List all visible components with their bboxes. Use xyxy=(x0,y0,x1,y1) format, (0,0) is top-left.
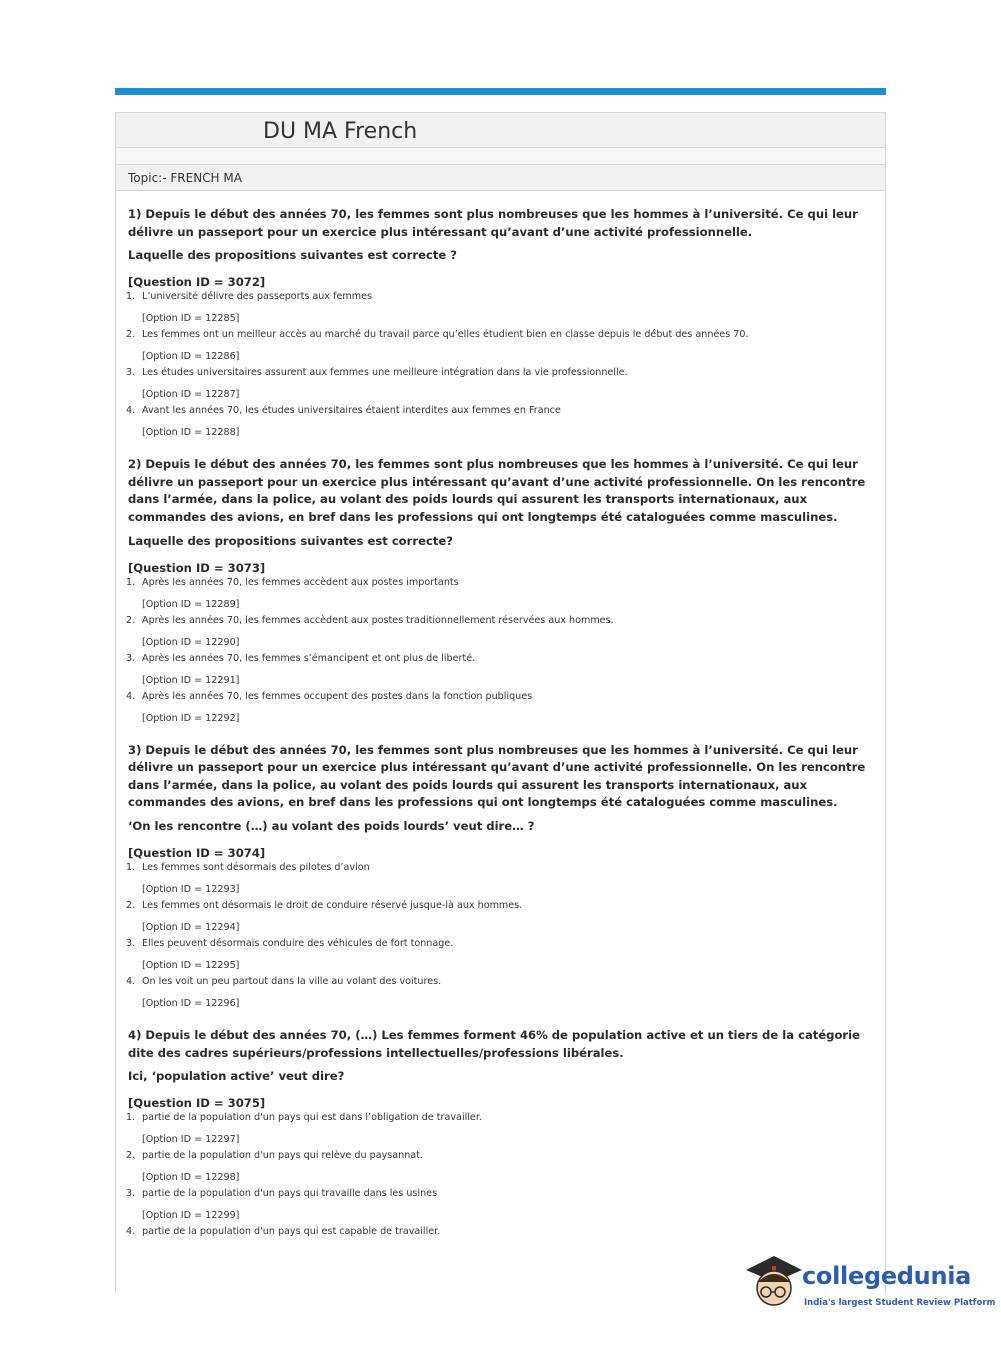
question-id: [Question ID = 3073] xyxy=(128,560,266,575)
option-number: 3. xyxy=(126,1188,136,1200)
option-number: 1. xyxy=(126,576,136,588)
question-id: [Question ID = 3074] xyxy=(128,845,266,860)
options-list xyxy=(126,576,874,725)
option-id: [Option ID = 12287] xyxy=(142,389,240,401)
option-item xyxy=(126,1225,874,1238)
option-number: 3. xyxy=(126,652,136,664)
option-text: partie de la population d'un pays qui est dans l’obligation de travailler. xyxy=(142,1112,482,1124)
option-item xyxy=(126,328,874,363)
option-row xyxy=(126,937,874,950)
questions-list xyxy=(126,206,874,1255)
question-text: 2) Depuis le début des années 70, les femmes sont plus nombreuses que les hommes à l’université. Ce qui leur délivre un passeport pour un exercice plus intéressant qu’avant d’une activité professionnelle. On les rencontre dans l’armée, dans la police, au volant des poids lourds qui assurent les transports internationaux, aux commandes des avions, en bref dans les professions qui ont longtemps été cataloguées comme masculines. xyxy=(128,457,866,524)
option-text: Après les années 70, les femmes s’émancipent et ont plus de liberté. xyxy=(142,652,476,664)
option-text: Les femmes ont un meilleur accès au marché du travail parce qu’elles étudient bien en classe depuis le début des années 70. xyxy=(142,329,749,341)
option-text: Après les années 70, les femmes accèdent aux postes traditionnellement réservées aux hommes. xyxy=(142,614,614,626)
option-row xyxy=(126,861,874,874)
option-text: Les femmes ont désormais le droit de conduire réservé jusque-là aux hommes. xyxy=(142,899,523,911)
option-row xyxy=(126,328,874,341)
option-number: 3. xyxy=(126,367,136,379)
option-number: 2. xyxy=(126,614,136,626)
option-item xyxy=(126,652,874,687)
option-item xyxy=(126,937,874,972)
option-item xyxy=(126,899,874,934)
question-block xyxy=(126,206,874,439)
question-prompt: ‘On les rencontre (…) au volant des poids lourds’ veut dire… ? xyxy=(128,818,535,833)
title-band xyxy=(116,113,885,148)
option-text: On les voit un peu partout dans la ville au volant des voitures. xyxy=(142,975,442,987)
question-prompt: Ici, ‘population active’ veut dire? xyxy=(128,1069,345,1084)
question-prompt: Laquelle des propositions suivantes est correcte? xyxy=(128,533,453,548)
options-list xyxy=(126,290,874,439)
question-block xyxy=(126,456,874,724)
option-number: 4. xyxy=(126,690,136,702)
option-number: 3. xyxy=(126,937,136,949)
option-number: 1. xyxy=(126,291,136,303)
option-text: Les études universitaires assurent aux femmes une meilleure intégration dans la vie professionnelle. xyxy=(142,367,628,379)
option-item xyxy=(126,1111,874,1146)
option-number: 4. xyxy=(126,975,136,987)
options-list xyxy=(126,861,874,1010)
option-row xyxy=(126,614,874,627)
option-row xyxy=(126,404,874,417)
option-row xyxy=(126,290,874,303)
option-number: 2. xyxy=(126,1150,136,1162)
question-block xyxy=(126,1027,874,1238)
option-id: [Option ID = 12291] xyxy=(142,674,240,686)
question-paper-frame xyxy=(115,112,886,1293)
option-number: 2. xyxy=(126,329,136,341)
question-text: 4) Depuis le début des années 70, (…) Les femmes forment 46% de population active et un tiers de la catégorie dite des cadres supérieurs/professions intellectuelles/professions libérales. xyxy=(128,1027,860,1060)
option-item xyxy=(126,290,874,325)
option-row xyxy=(126,1149,874,1162)
option-item xyxy=(126,404,874,439)
topic-label: Topic:- FRENCH MA xyxy=(116,165,885,191)
option-id: [Option ID = 12293] xyxy=(142,883,240,895)
options-list xyxy=(126,1111,874,1238)
option-id: [Option ID = 12295] xyxy=(142,959,240,971)
option-text: partie de la population d'un pays qui relève du paysannat. xyxy=(142,1150,423,1162)
option-row xyxy=(126,690,874,703)
brand-tagline: India's largest Student Review Platform xyxy=(804,1298,996,1308)
option-id: [Option ID = 12289] xyxy=(142,598,240,610)
page-title: DU MA French xyxy=(263,119,418,144)
option-number: 4. xyxy=(126,1226,136,1238)
option-item xyxy=(126,1187,874,1222)
top-accent-bar xyxy=(115,88,886,95)
option-id: [Option ID = 12285] xyxy=(142,313,240,325)
question-text: 1) Depuis le début des années 70, les femmes sont plus nombreuses que les hommes à l’université. Ce qui leur délivre un passeport pour un exercice plus intéressant qu’avant d’une activité professionnelle. xyxy=(128,207,858,239)
option-row xyxy=(126,899,874,912)
option-text: L’université délivre des passeports aux femmes xyxy=(142,291,372,303)
question-id: [Question ID = 3075] xyxy=(128,1096,266,1111)
option-id: [Option ID = 12298] xyxy=(142,1172,240,1184)
spacer-band xyxy=(116,148,885,165)
option-id: [Option ID = 12286] xyxy=(142,351,240,363)
option-number: 1. xyxy=(126,861,136,873)
question-id: [Question ID = 3072] xyxy=(128,275,266,290)
option-id: [Option ID = 12294] xyxy=(142,921,240,933)
option-text: Avant les années 70, les études universitaires étaient interdites aux femmes en France xyxy=(142,405,561,417)
option-id: [Option ID = 12297] xyxy=(142,1134,240,1146)
question-text: 3) Depuis le début des années 70, les femmes sont plus nombreuses que les hommes à l’université. Ce qui leur délivre un passeport pour un exercice plus intéressant qu’avant d’une activité professionnelle. On les rencontre dans l’armée, dans la police, au volant des poids lourds qui assurent les transports internationaux, aux commandes des avions, en bref dans les professions qui ont longtemps été cataloguées comme masculines. xyxy=(128,742,866,810)
option-item xyxy=(126,614,874,649)
option-row xyxy=(126,576,874,589)
option-row xyxy=(126,1225,874,1238)
option-id: [Option ID = 12296] xyxy=(142,997,240,1009)
option-item xyxy=(126,366,874,401)
option-row xyxy=(126,975,874,988)
option-text: Les femmes sont désormais des pilotes d’avion xyxy=(142,861,370,873)
brand-name: collegedunia xyxy=(802,1262,972,1290)
option-text: Elles peuvent désormais conduire des véhicules de fort tonnage. xyxy=(142,937,454,949)
option-row xyxy=(126,1187,874,1200)
option-row xyxy=(126,1111,874,1124)
option-id: [Option ID = 12292] xyxy=(142,712,240,724)
question-block xyxy=(126,742,874,1010)
option-item xyxy=(126,975,874,1010)
option-row xyxy=(126,366,874,379)
option-item xyxy=(126,690,874,725)
option-id: [Option ID = 12288] xyxy=(142,427,240,439)
option-item xyxy=(126,1149,874,1184)
option-id: [Option ID = 12299] xyxy=(142,1210,240,1222)
option-text: partie de la population d'un pays qui est capable de travailler. xyxy=(142,1226,441,1238)
option-text: Après les années 70, les femmes occupent des postes dans la fonction publiques xyxy=(142,690,533,702)
option-text: partie de la population d'un pays qui travaille dans les usines xyxy=(142,1188,438,1200)
option-number: 4. xyxy=(126,405,136,417)
question-prompt: Laquelle des propositions suivantes est correcte ? xyxy=(128,248,457,263)
option-item xyxy=(126,576,874,611)
option-text: Après les années 70, les femmes accèdent aux postes importants xyxy=(142,576,459,588)
option-number: 2. xyxy=(126,899,136,911)
option-number: 1. xyxy=(126,1112,136,1124)
option-item xyxy=(126,861,874,896)
option-id: [Option ID = 12290] xyxy=(142,636,240,648)
option-row xyxy=(126,652,874,665)
